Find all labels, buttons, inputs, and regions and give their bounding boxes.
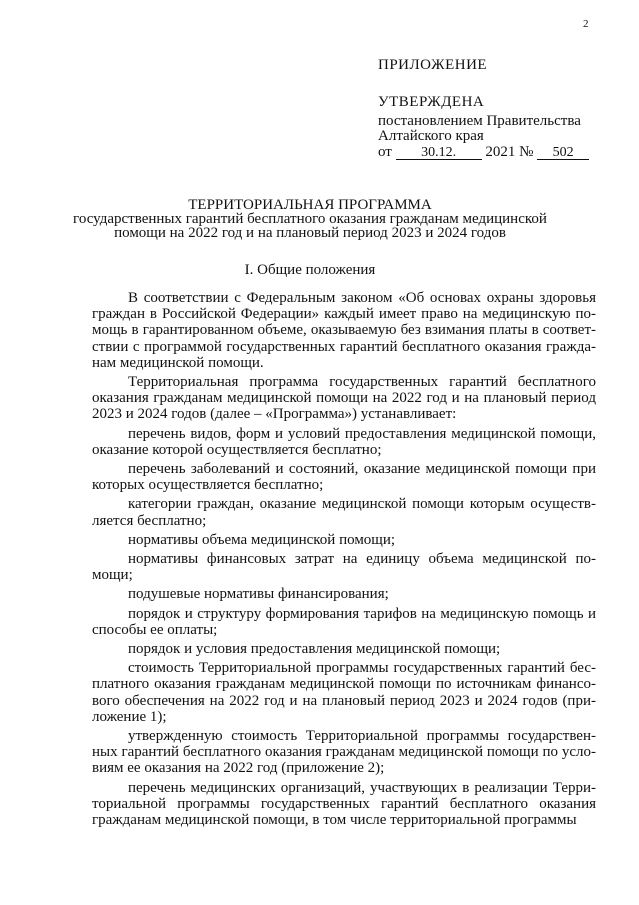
page-number: 2 [583, 18, 589, 30]
date-prefix: от [378, 144, 392, 160]
list-item: порядок и условия предоставления медицинской помощи; [128, 641, 501, 658]
title-line-3: помощи на 2022 год и на плановый период 2023 и 2024 годов [114, 225, 506, 241]
paragraph: Территориальная программа государственных гарантий бесплатного оказания гражданам медицинской помощи на 2022 год и на плановый период 2023 и 2024 годов (далее – «Программа») устанавливает: [92, 374, 596, 423]
title-line-2: государственных гарантий бесплатного оказания гражданам медицинской [73, 211, 547, 227]
decree-line-1: постановлением Правительства [378, 113, 581, 129]
approval-stamp [378, 58, 608, 160]
list-item: стоимость Территориальной программы государственных гарантий бесплатного оказания гражданам медицинской помощи по источникам финансового обеспечения на 2022 год и на плановый период 2023 и 2024 годов (приложение 1); [92, 660, 596, 725]
section-heading: I. Общие положения [244, 262, 376, 278]
decree-date: 30.12. [396, 146, 482, 160]
body-text [92, 290, 596, 831]
document-title [60, 198, 560, 240]
list-item: перечень медицинских организаций, участвующих в реализации Территориальной программы государственных гарантий бесплатного оказания гражданам медицинской помощи, в том числе территориальной программы [92, 779, 596, 829]
list-item: нормативы объема медицинской помощи; [128, 531, 396, 548]
list-item: нормативы финансовых затрат на единицу объема медицинской помощи; [92, 551, 596, 584]
list-item: утвержденную стоимость Территориальной программы государственных гарантий бесплатного оказания гражданам медицинской помощи по условиям ее оказания на 2022 год (приложение 2); [92, 728, 596, 777]
year-label: 2021 № [485, 144, 534, 160]
list-item: категории граждан, оказание медицинской помощи которым осуществляется бесплатно; [92, 496, 596, 529]
paragraph: В соответствии с Федеральным законом «Об основах охраны здоровья граждан в Российской Федерации» каждый имеет право на медицинскую помощь в гарантированном объеме, оказываемую без взимания платы в соответствии с программой государственных гарантий бесплатного оказания гражданам медицинской помощи. [92, 290, 596, 371]
list-item: перечень видов, форм и условий предоставления медицинской помощи, оказание которой осуществляется бесплатно; [92, 425, 596, 458]
decree-line-2: Алтайского края [378, 128, 484, 144]
list-item: перечень заболеваний и состояний, оказание медицинской помощи при которых осуществляется бесплатно; [92, 461, 596, 494]
approved-label: УТВЕРЖДЕНА [378, 94, 485, 110]
list-item: подушевые нормативы финансирования; [128, 586, 389, 603]
appendix-label: ПРИЛОЖЕНИЕ [378, 57, 488, 73]
decree-number: 502 [537, 146, 589, 160]
list-item: порядок и структуру формирования тарифов на медицинскую помощь и способы ее оплаты; [92, 605, 596, 638]
title-line-1: ТЕРРИТОРИАЛЬНАЯ ПРОГРАММА [188, 197, 432, 213]
decree-date-row [378, 145, 608, 160]
